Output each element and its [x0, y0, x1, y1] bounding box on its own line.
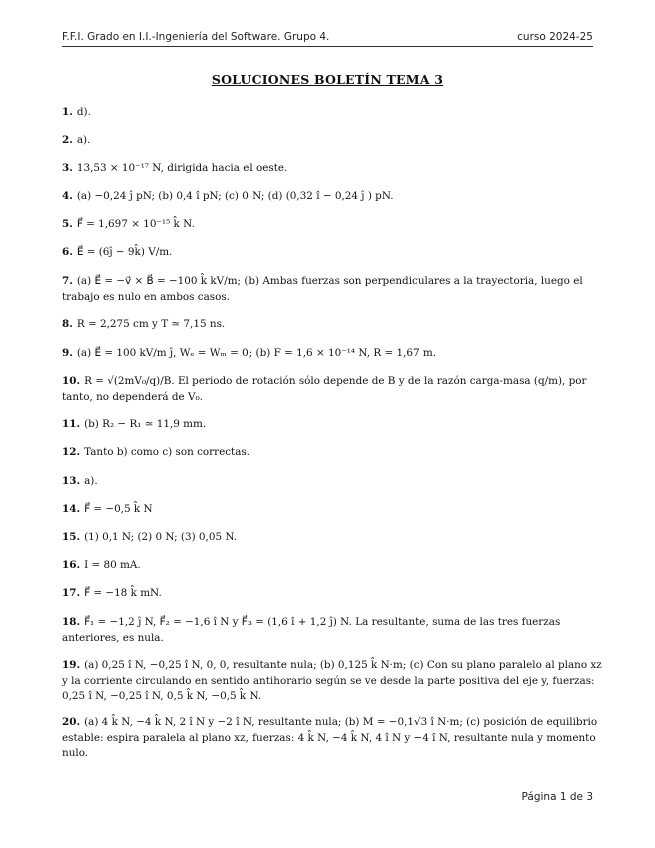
solution-line [62, 631, 593, 647]
solution-number: 11. [62, 418, 81, 430]
solution-item [62, 346, 593, 362]
solution-line [62, 530, 593, 546]
solution-line [62, 346, 593, 362]
solution-line [62, 417, 593, 433]
header-rule [62, 46, 593, 47]
page-number: Página 1 de 3 [521, 791, 593, 803]
solution-number: 6. [62, 246, 73, 258]
solution-item [62, 586, 593, 602]
solution-text: (a) 0,25 î N, −0,25 î N, 0, 0, resultante nula; (b) 0,125 k̂ N·m; (c) Con su plano paralelo al plano xz [84, 659, 602, 671]
solution-text: estable: espira paralela al plano xz, fuerzas: 4 k̂ N, −4 k̂ N, 4 î N y −4 î N, resultante nula y momento [62, 731, 596, 744]
solution-item [62, 502, 593, 518]
solution-text: a). [84, 475, 98, 487]
solution-line [62, 445, 593, 461]
solution-text: R = √(2mV₀/q)/B. El periodo de rotación sólo depende de B y de la razón carga-masa (q/m), por [84, 375, 587, 387]
solution-item [62, 374, 593, 405]
solution-number: 13. [62, 475, 81, 487]
solution-item [62, 474, 593, 490]
solution-line [62, 586, 593, 602]
solution-line [62, 217, 593, 233]
solution-text: F⃗ = 1,697 × 10⁻¹⁵ k̂ N. [76, 218, 195, 230]
solution-text: Tanto b) como c) son correctas. [84, 446, 251, 458]
solution-number: 8. [62, 318, 73, 330]
solution-number: 1. [62, 106, 73, 118]
solution-item [62, 133, 593, 149]
solution-text: (a) −0,24 ĵ pN; (b) 0,4 î pN; (c) 0 N; (d) (0,32 î − 0,24 ĵ ) pN. [76, 190, 394, 202]
solution-text: trabajo es nulo en ambos casos. [62, 290, 230, 303]
solution-item [62, 274, 593, 305]
solution-line [62, 658, 602, 674]
solution-text: F⃗ = −0,5 k̂ N [84, 503, 153, 515]
solution-number: 12. [62, 446, 81, 458]
solution-item [62, 658, 602, 705]
solution-number: 3. [62, 162, 73, 174]
header-course-info: F.F.I. Grado en I.I.-Ingeniería del Software. Grupo 4. [62, 31, 330, 43]
solution-number: 19. [62, 659, 81, 671]
solution-item [62, 161, 593, 177]
solution-line [62, 161, 593, 177]
solution-item [62, 317, 593, 333]
solution-number: 4. [62, 190, 73, 202]
solution-line [62, 374, 593, 390]
solution-line [62, 474, 593, 490]
solution-item [62, 189, 593, 205]
solution-number: 5. [62, 218, 73, 230]
solution-number: 14. [62, 503, 81, 515]
solution-number: 20. [62, 716, 81, 728]
solution-line [62, 317, 593, 333]
solution-text: (b) R₂ − R₁ ≃ 11,9 mm. [84, 418, 207, 430]
solution-line [62, 502, 593, 518]
solution-number: 15. [62, 531, 81, 543]
solution-line [62, 133, 593, 149]
solution-number: 10. [62, 375, 81, 387]
solution-text: y la corriente circulando en sentido antihorario según se ve desde la parte positiva del eje y, fuerzas: [62, 674, 595, 687]
solution-line [62, 274, 593, 290]
solution-item [62, 217, 593, 233]
solution-text: F⃗ = −18 k̂ mN. [84, 587, 162, 599]
solution-item [62, 105, 593, 121]
solution-line [62, 390, 593, 406]
solution-line [62, 674, 593, 690]
solution-item [62, 558, 593, 574]
solution-text: (a) E⃗ = −v⃗ × B⃗ = −100 k̂ kV/m; (b) Ambas fuerzas son perpendiculares a la trayectoria, luego el [76, 275, 583, 287]
solution-text: (a) 4 k̂ N, −4 k̂ N, 2 î N y −2 î N, resultante nula; (b) M = −0,1√3 î N·m; (c) posición de equilibrio [84, 716, 598, 728]
solution-line [62, 245, 593, 261]
solution-text: 13,53 × 10⁻¹⁷ N, dirigida hacia el oeste. [76, 162, 288, 174]
solution-line [62, 105, 593, 121]
solution-text: (1) 0,1 N; (2) 0 N; (3) 0,05 N. [84, 531, 238, 543]
solution-line [62, 731, 596, 747]
solution-item [62, 530, 593, 546]
solution-line [62, 689, 593, 705]
solution-text: nulo. [62, 747, 89, 759]
solution-line [62, 746, 593, 762]
solution-line [62, 558, 593, 574]
solution-number: 16. [62, 559, 81, 571]
header-academic-year: curso 2024-25 [517, 31, 593, 43]
solution-text: 0,25 î N, −0,25 î N, 0,5 k̂ N, −0,5 k̂ N. [62, 690, 262, 702]
solution-text: E⃗ = (6ĵ − 9k̂) V/m. [76, 246, 173, 258]
solution-number: 17. [62, 587, 81, 599]
solution-text: d). [76, 106, 91, 118]
solution-text: tanto, no dependerá de V₀. [62, 390, 203, 403]
solution-item [62, 445, 593, 461]
solution-line [62, 290, 593, 306]
solution-text: (a) E⃗ = 100 kV/m ĵ, Wₑ = Wₘ = 0; (b) F = 1,6 × 10⁻¹⁴ N, R = 1,67 m. [76, 347, 437, 359]
solution-number: 2. [62, 134, 73, 146]
solution-text: R = 2,275 cm y T ≃ 7,15 ns. [76, 318, 226, 330]
solution-line [62, 715, 598, 731]
solution-text: I = 80 mA. [84, 559, 141, 571]
solution-text: F⃗₁ = −1,2 ĵ N, F⃗₂ = −1,6 î N y F⃗₃ = (1,6 î + 1,2 ĵ) N. La resultante, suma de las tres fuerzas [84, 616, 561, 628]
solution-number: 18. [62, 616, 81, 628]
solution-item [62, 615, 593, 646]
solution-text: a). [76, 134, 91, 146]
solution-number: 7. [62, 275, 73, 287]
solution-item [62, 715, 598, 762]
page-header [62, 31, 593, 45]
solution-item [62, 417, 593, 433]
solution-item [62, 245, 593, 261]
solution-number: 9. [62, 347, 73, 359]
solution-line [62, 189, 593, 205]
solution-text: anteriores, es nula. [62, 631, 164, 644]
solution-line [62, 615, 593, 631]
page-title: SOLUCIONES BOLETÍN TEMA 3 [211, 72, 444, 87]
